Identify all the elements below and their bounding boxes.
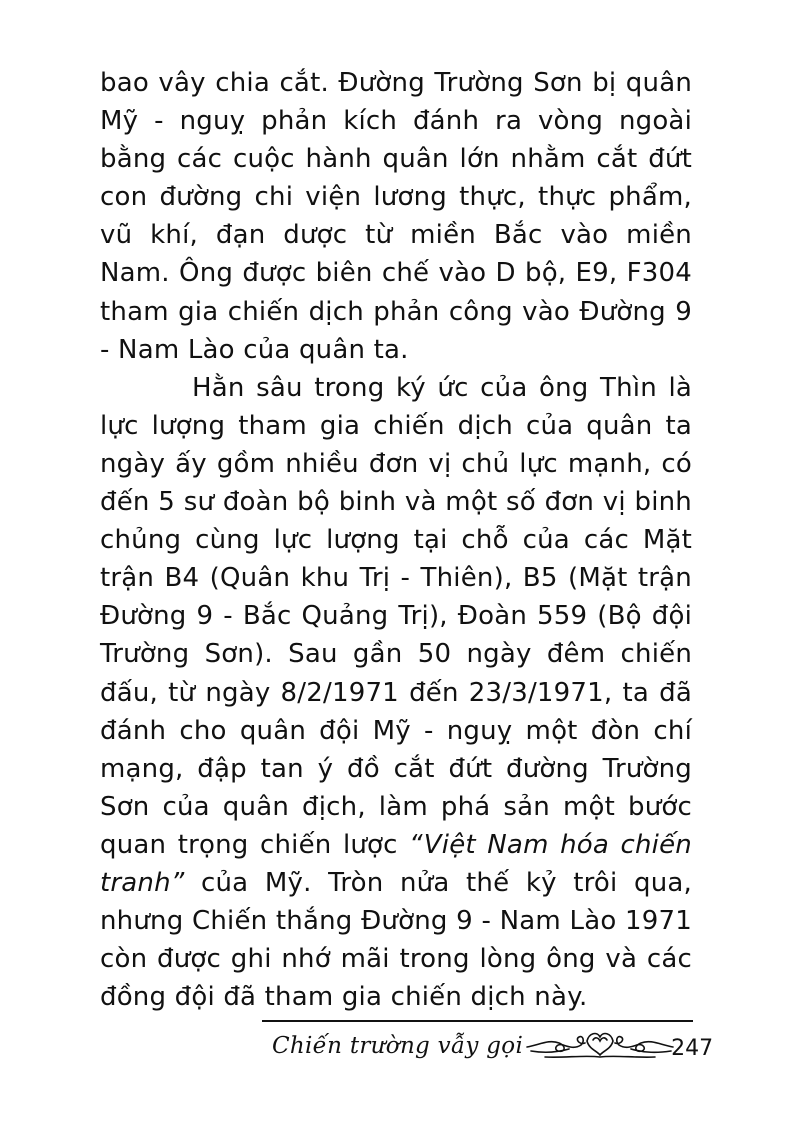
paragraph-2-text-after: của Mỹ. Tròn nửa thế kỷ trôi qua, nhưng Chiến thắng Đường 9 - Nam Lào 1971 còn được ghi nhớ mãi trong lòng ông và các đồng đội đã tham gia chiến dịch này. bbox=[100, 867, 692, 1013]
paragraph-1: bao vây chia cắt. Đường Trường Sơn bị quân Mỹ - nguỵ phản kích đánh ra vòng ngoài bằng các cuộc hành quân lớn nhằm cắt đứt con đường chi viện lương thực, thực phẩm, vũ khí, đạn dược từ miền Bắc vào miền Nam. Ông được biên chế vào D bộ, E9, F304 tham gia chiến dịch phản công vào Đường 9 - Nam Lào của quân ta. bbox=[100, 68, 692, 365]
page-number: 247 bbox=[671, 1035, 714, 1061]
body-text bbox=[100, 64, 692, 1016]
running-title: Chiến trường vẫy gọi bbox=[272, 1033, 524, 1059]
paragraph-2 bbox=[100, 369, 692, 1017]
paragraph-2-quote: “Việt Nam hóa chiến tranh” bbox=[100, 829, 692, 898]
footer-divider bbox=[262, 1020, 693, 1022]
paragraph-2-text-before: Hằn sâu trong ký ức của ông Thìn là lực lượng tham gia chiến dịch của quân ta ngày ấy gồm nhiều đơn vị chủ lực mạnh, có đến 5 sư đoàn bộ binh và một số đơn vị binh chủng cùng lực lượng tại chỗ của các Mặt trận B4 (Quân khu Trị - Thiên), B5 (Mặt trận Đường 9 - Bắc Quảng Trị), Đoàn 559 (Bộ đội Trường Sơn). Sau gần 50 ngày đêm chiến đấu, từ ngày 8/2/1971 đến 23/3/1971, ta đã đánh cho quân đội Mỹ - nguỵ một đòn chí mạng, đập tan ý đồ cắt đứt đường Trường Sơn của quân địch, làm phá sản một bước quan trọng chiến lược bbox=[100, 372, 692, 860]
scroll-ornament-icon bbox=[525, 1027, 675, 1061]
page-footer bbox=[272, 1026, 713, 1066]
